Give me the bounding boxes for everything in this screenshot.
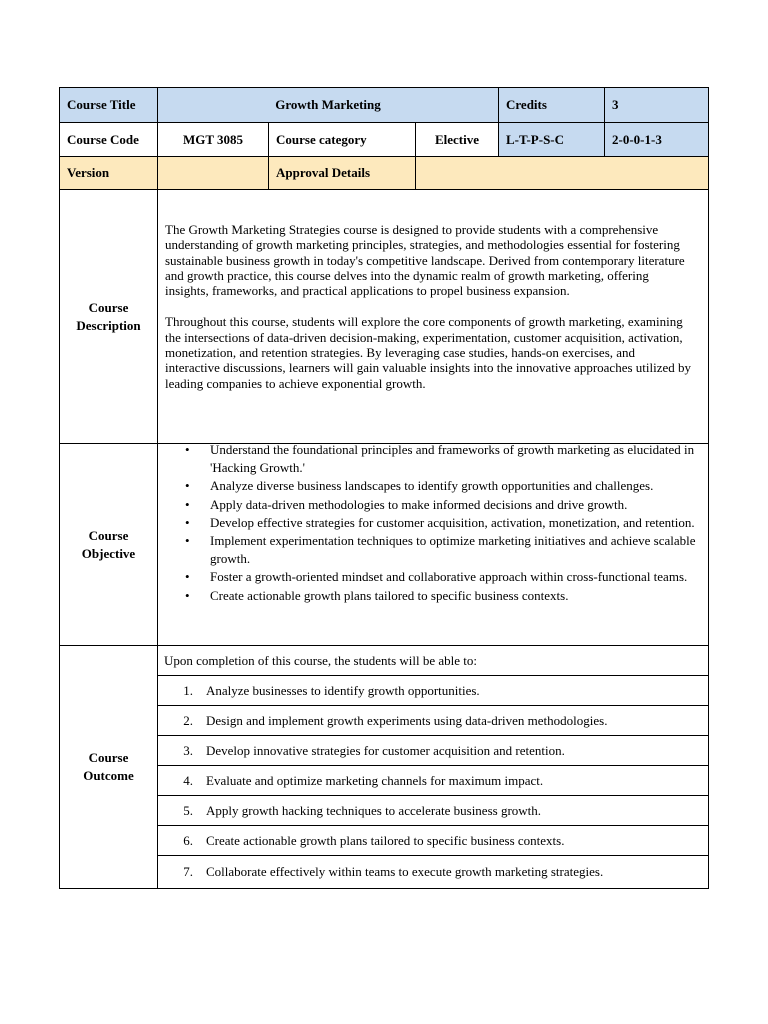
credits-label: Credits — [498, 87, 605, 123]
objective-text: Apply data-driven methodologies to make informed decisions and drive growth. — [210, 496, 628, 512]
bullet-icon: • — [185, 442, 190, 457]
objective-text: Create actionable growth plans tailored to specific business contexts. — [210, 587, 569, 603]
bullet-icon: • — [185, 514, 190, 530]
objective-text: Implement experimentation techniques to optimize marketing initiatives and achieve scalable growth. — [210, 533, 696, 567]
version-value — [157, 156, 269, 190]
outcome-text: Analyze businesses to identify growth opportunities. — [206, 682, 480, 698]
course-outcome-label-line2: Outcome — [83, 768, 134, 783]
outcome-intro — [157, 645, 709, 676]
ltpsc-value: 2-0-0-1-3 — [604, 122, 709, 157]
objective-list — [163, 441, 703, 605]
outcome-row — [157, 795, 709, 826]
course-description-text — [165, 222, 693, 391]
course-description-label-line1: Course — [88, 299, 129, 315]
course-code-label: Course Code — [59, 122, 158, 157]
objective-text: Foster a growth-oriented mindset and collaborative approach within cross-functional teams. — [210, 569, 688, 585]
objective-text: Understand the foundational principles and frameworks of growth marketing as elucidated in 'Hacking Growth.' — [210, 442, 695, 476]
objective-item — [163, 532, 703, 568]
outcome-row — [157, 825, 709, 856]
course-category-label: Course category — [268, 122, 416, 157]
version-label: Version — [59, 156, 158, 190]
credits-value: 3 — [604, 87, 709, 123]
bullet-icon: • — [185, 496, 190, 512]
outcome-text: Create actionable growth plans tailored to specific business contexts. — [206, 832, 565, 848]
outcome-number: 5. — [183, 802, 193, 818]
outcome-row — [157, 855, 709, 889]
bullet-icon: • — [185, 569, 190, 585]
outcome-text: Evaluate and optimize marketing channels for maximum impact. — [206, 772, 544, 788]
course-title-label: Course Title — [59, 87, 158, 123]
outcome-number: 2. — [183, 712, 193, 728]
bullet-icon: • — [185, 478, 190, 494]
description-paragraph-1: The Growth Marketing Strategies course is designed to provide students with a comprehensive understanding of growth marketing principles, strategies, and methodologies essential for fostering sustainable business growth in today's competitive landscape. Derived from contemporary literature and growth practice, this course delves into the dynamic realm of growth marketing, offering insights, frameworks, and practical applications to propel business expansion. — [165, 222, 685, 299]
outcome-number: 4. — [183, 772, 193, 788]
objective-item — [163, 477, 703, 495]
outcome-text: Apply growth hacking techniques to accelerate business growth. — [206, 802, 542, 818]
objective-text: Analyze diverse business landscapes to identify growth opportunities and challenges. — [210, 478, 654, 494]
course-description-label — [59, 189, 158, 444]
course-title-value: Growth Marketing — [157, 87, 499, 123]
outcome-row — [157, 675, 709, 706]
course-objective-label — [59, 443, 158, 646]
course-objective-label-line1: Course — [88, 527, 129, 543]
bullet-icon: • — [185, 587, 190, 603]
course-description-label-line2: Description — [76, 317, 141, 333]
ltpsc-label: L-T-P-S-C — [498, 122, 605, 157]
outcome-intro-text: Upon completion of this course, the students will be able to: — [164, 652, 478, 668]
outcome-row — [157, 705, 709, 736]
course-outcome-label — [59, 645, 158, 889]
objective-item — [163, 496, 703, 514]
objective-item — [163, 568, 703, 586]
course-outcome-label-line1: Course — [88, 750, 129, 765]
outcome-text: Collaborate effectively within teams to execute growth marketing strategies. — [206, 864, 604, 879]
approval-details-value — [415, 156, 709, 190]
outcome-number: 7. — [183, 864, 193, 879]
outcome-text: Design and implement growth experiments using data-driven methodologies. — [206, 712, 608, 728]
outcome-number: 1. — [183, 682, 193, 698]
objective-item — [163, 587, 703, 605]
course-objective-label-line2: Objective — [81, 545, 136, 561]
course-code-value: MGT 3085 — [157, 122, 269, 157]
outcome-row — [157, 765, 709, 796]
approval-details-label: Approval Details — [268, 156, 416, 190]
objective-item — [163, 514, 703, 532]
outcome-number: 6. — [183, 832, 193, 848]
objective-text: Develop effective strategies for customer acquisition, activation, monetization, and retention. — [210, 514, 695, 530]
objective-item — [163, 441, 703, 477]
description-paragraph-2: Throughout this course, students will explore the core components of growth marketing, examining the intersections of data-driven decision-making, experimentation, customer acquisition, activation, monetization, and retention strategies. By leveraging case studies, hands-on exercises, and interactive discussions, learners will gain valuable insights into the innovative approaches utilized by leading companies to achieve exponential growth. — [165, 314, 692, 391]
outcome-text: Develop innovative strategies for customer acquisition and retention. — [206, 742, 565, 758]
bullet-icon: • — [185, 533, 190, 549]
course-category-value: Elective — [415, 122, 499, 157]
outcome-number: 3. — [183, 742, 193, 758]
outcome-row — [157, 735, 709, 766]
